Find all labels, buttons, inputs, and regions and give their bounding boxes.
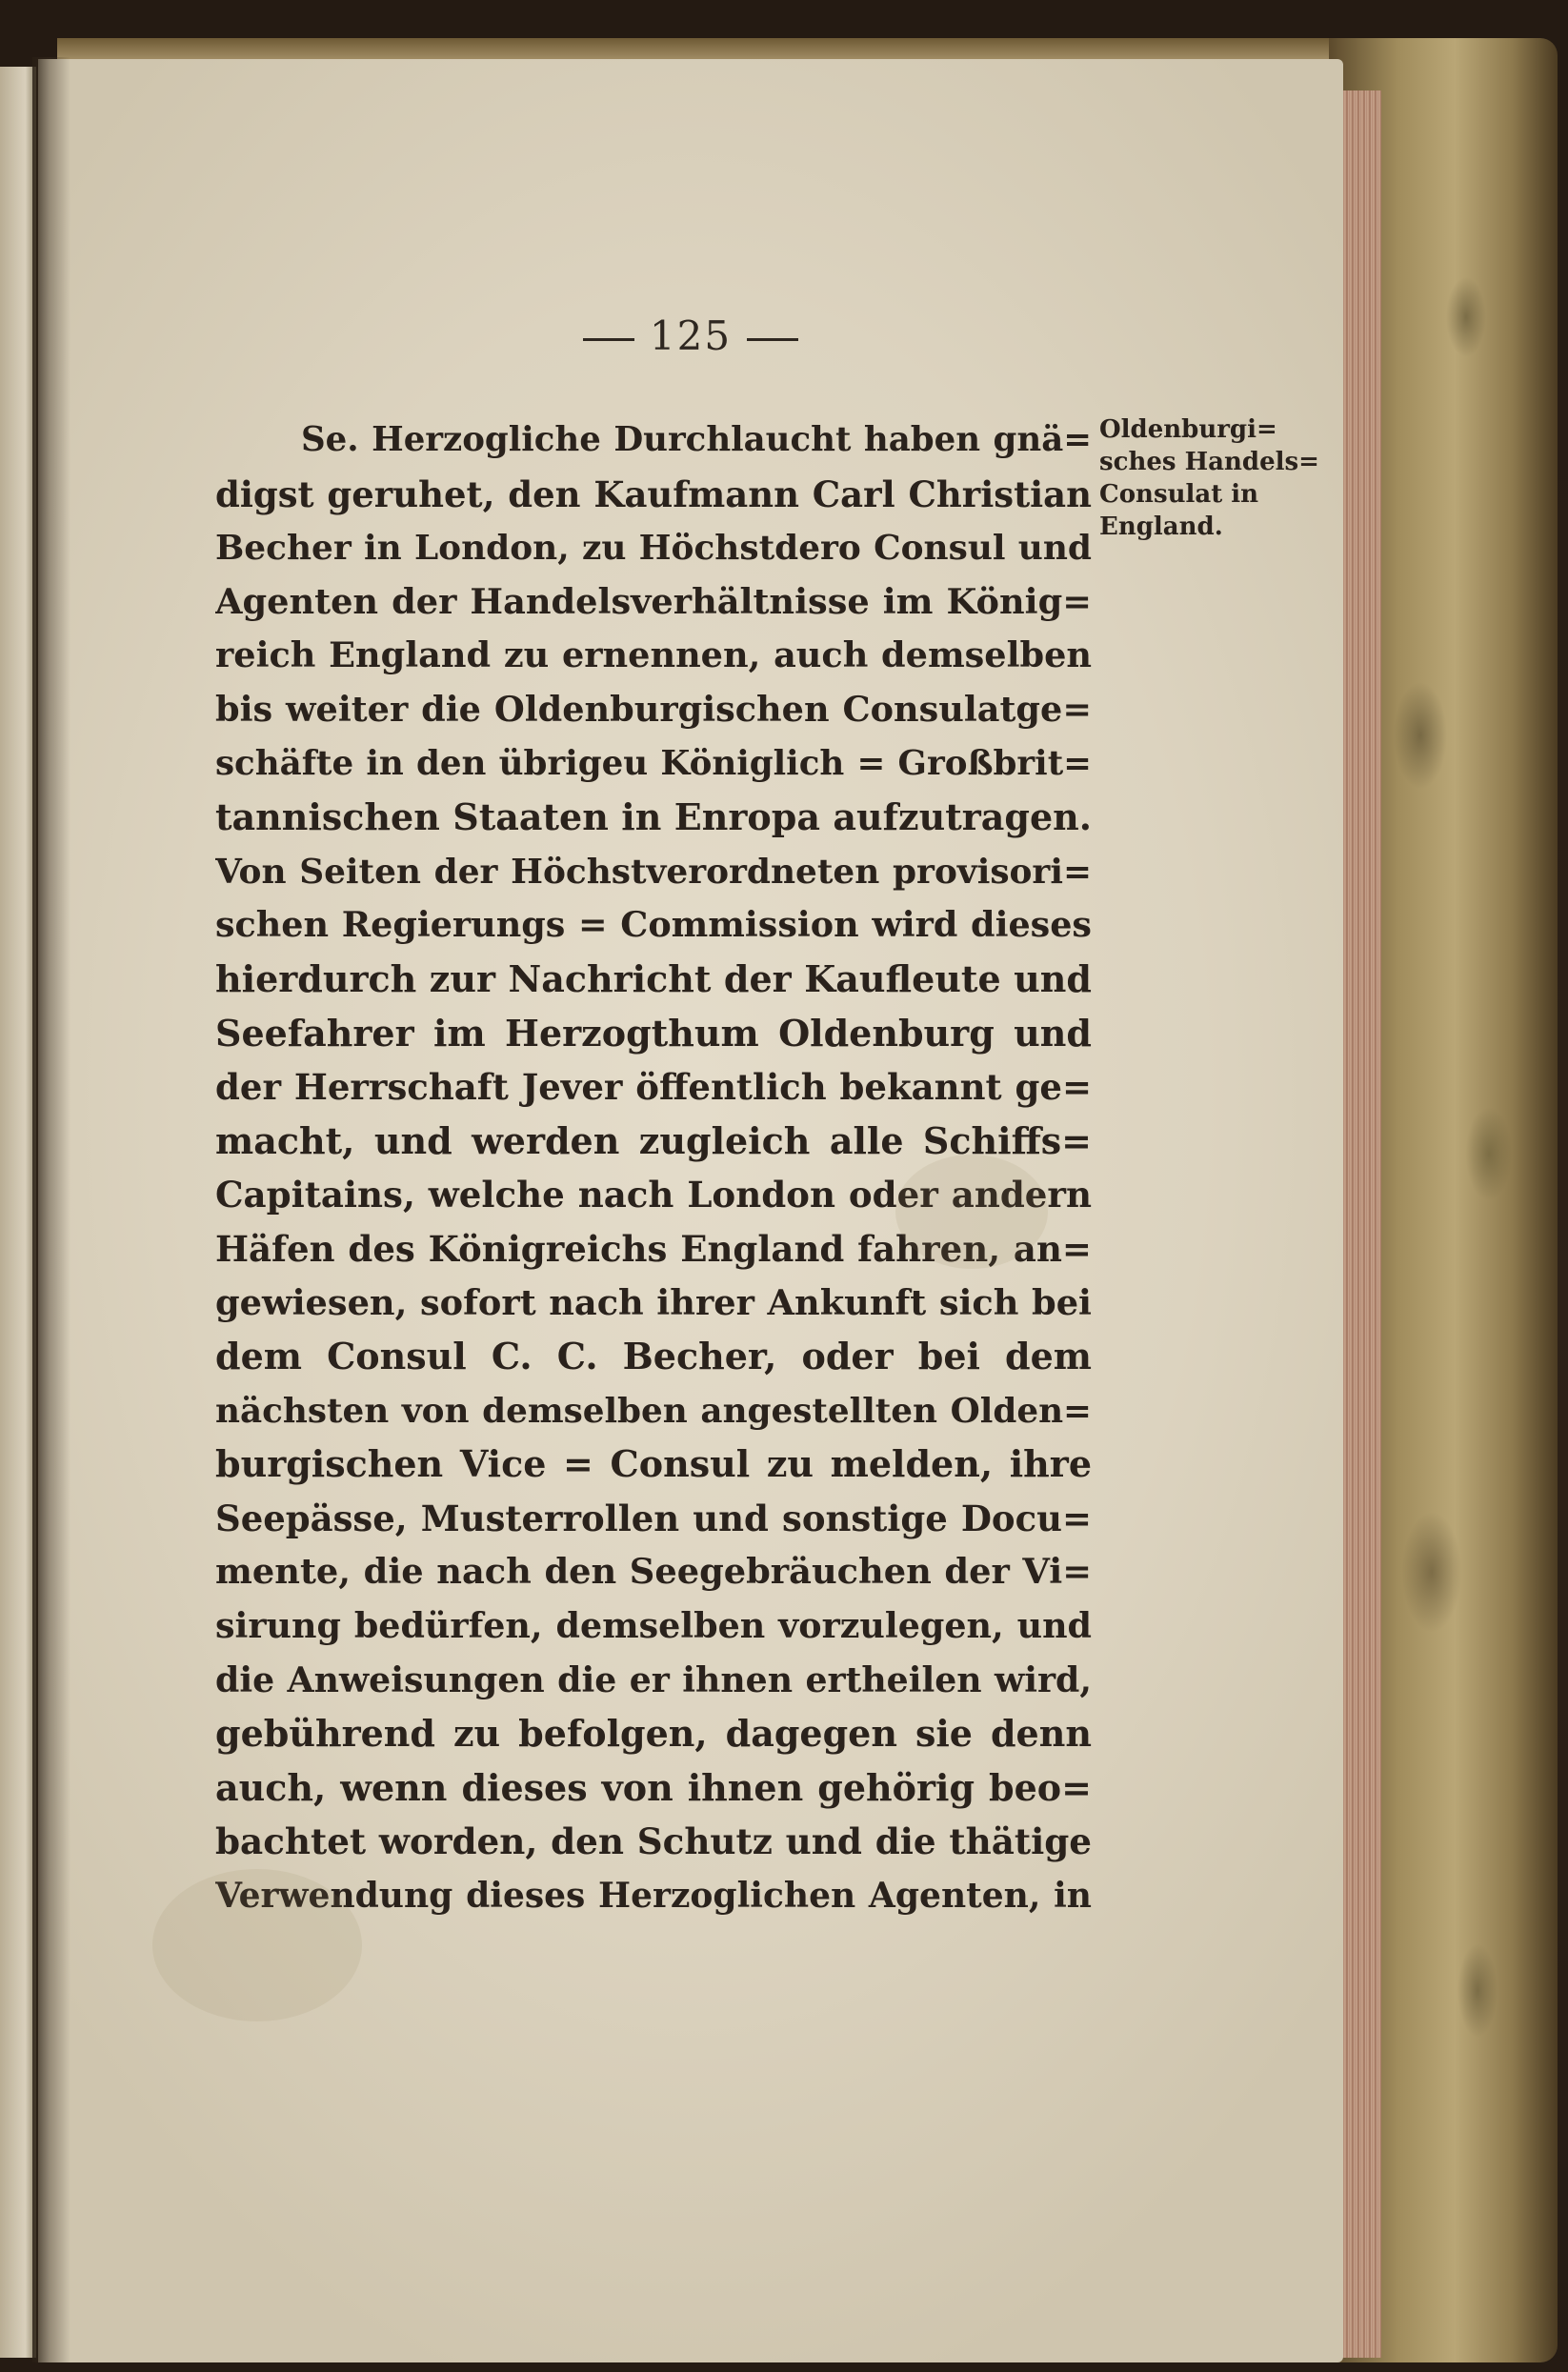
- body-line: mente, die nach den Seegebräuchen der Vi=: [215, 1551, 1092, 1593]
- body-line: nächsten von demselben angestellten Olden=: [215, 1390, 1092, 1431]
- body-line: Seepässe, Musterrollen und sonstige Docu=: [215, 1497, 1092, 1539]
- body-line: gewiesen, sofort nach ihrer Ankunft sich bei: [215, 1281, 1092, 1323]
- body-line: bachtet worden, den Schutz und die thätige: [215, 1820, 1092, 1863]
- marginal-line: sches Handels=: [1099, 448, 1319, 476]
- body-line: reich England zu ernennen, auch demselben: [215, 634, 1092, 676]
- body-line: Häfen des Königreichs England fahren, an=: [215, 1227, 1092, 1270]
- body-line: schen Regierungs = Commission wird dieses: [215, 904, 1092, 946]
- body-line: tannischen Staaten in Enropa aufzutragen.: [215, 795, 1092, 839]
- left-dash: [583, 338, 634, 341]
- page-number-text: 125: [649, 312, 733, 359]
- right-dash: [747, 338, 798, 341]
- body-line: Seefahrer im Herzogthum Oldenburg und: [215, 1011, 1092, 1055]
- body-line: sirung bedürfen, demselben vorzulegen, und: [215, 1605, 1092, 1647]
- body-line: Verwendung dieses Herzoglichen Agenten, in: [215, 1876, 1092, 1917]
- paper-stain: [895, 1155, 1048, 1269]
- body-line: digst geruhet, den Kaufmann Carl Christian: [215, 472, 1092, 515]
- paper-stain: [152, 1869, 362, 2021]
- body-line: Capitains, welche nach London oder andern: [215, 1174, 1092, 1216]
- marginal-line: Oldenburgi=: [1099, 415, 1277, 444]
- book-page: [38, 59, 1343, 2362]
- body-line: burgischen Vice = Consul zu melden, ihre: [215, 1442, 1092, 1486]
- body-line: auch, wenn dieses von ihnen gehörig beo=: [215, 1765, 1092, 1809]
- body-line: Becher in London, zu Höchstdero Consul und: [215, 528, 1092, 569]
- body-line: macht, und werden zugleich alle Schiffs=: [215, 1118, 1092, 1162]
- body-line: Von Seiten der Höchstverordneten provisori=: [215, 851, 1092, 892]
- marginal-note: [1099, 413, 1319, 543]
- body-line: die Anweisungen die er ihnen ertheilen wird,: [215, 1658, 1092, 1700]
- body-line: bis weiter die Oldenburgischen Consulatge=: [215, 688, 1092, 730]
- body-line: Se. Herzogliche Durchlaucht haben gnä=: [301, 420, 1092, 459]
- binding-gutter: [32, 57, 70, 2362]
- body-line: der Herrschaft Jever öffentlich bekannt ge=: [215, 1066, 1092, 1109]
- body-line: dem Consul C. C. Becher, oder bei dem: [215, 1335, 1092, 1378]
- body-line: schäfte in den übrigeu Königlich = Großbrit=: [215, 743, 1092, 783]
- page-number: [38, 312, 1343, 359]
- previous-page-edge: [0, 67, 36, 2358]
- body-line: gebührend zu befolgen, dagegen sie denn: [215, 1712, 1092, 1756]
- body-line: hierdurch zur Nachricht der Kaufleute und: [215, 956, 1092, 1000]
- body-line: Agenten der Handelsverhältnisse im König=: [215, 580, 1092, 622]
- marginal-line: Consulat in: [1099, 480, 1259, 509]
- marginal-line: England.: [1099, 513, 1223, 541]
